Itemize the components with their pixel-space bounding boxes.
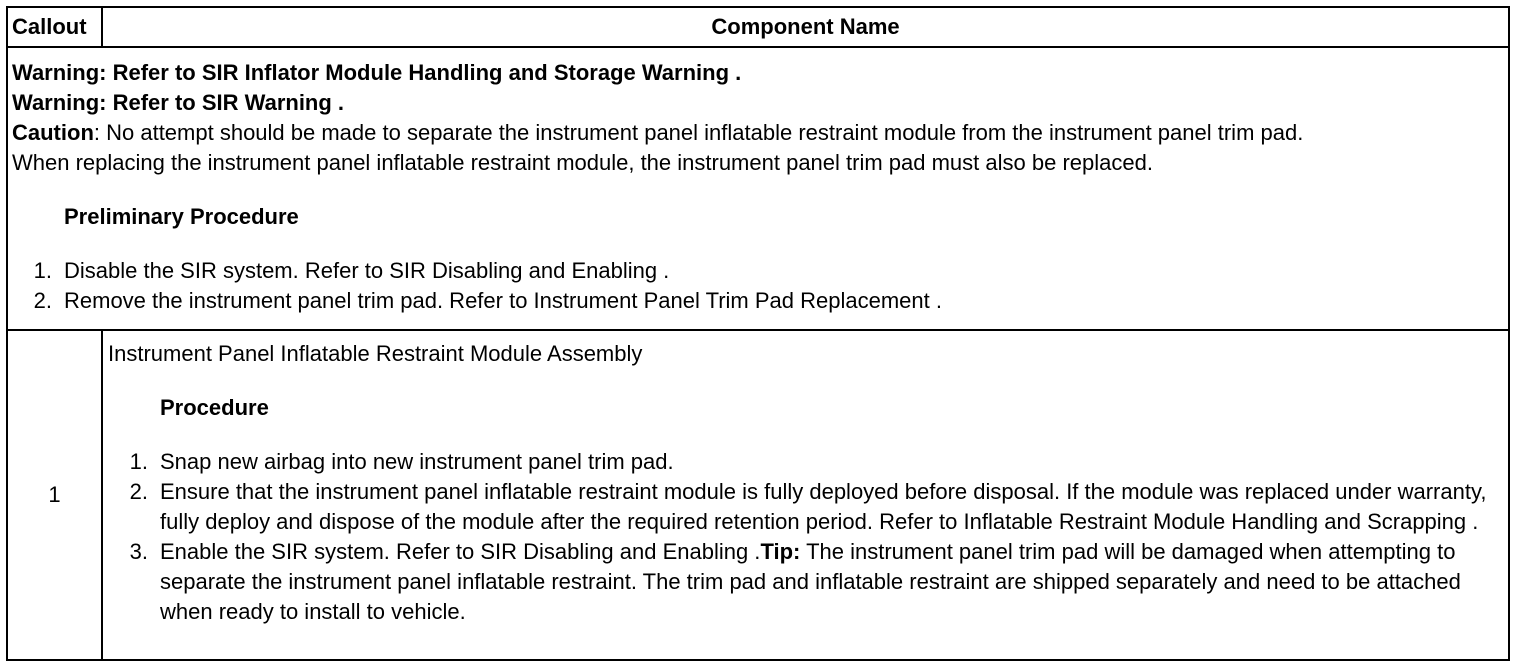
list-item bbox=[108, 477, 1504, 537]
procedure-steps bbox=[108, 447, 1504, 627]
warning-line-1 bbox=[12, 58, 1504, 88]
warning-line-2 bbox=[12, 88, 1504, 118]
warning-label: Warning: bbox=[12, 60, 107, 85]
step-text: Ensure that the instrument panel inflatable restraint module is fully deployed before disposal. If the module was replaced under warranty, fully deploy and dispose of the module after the required retention period. Refer to Inflatable Restraint Module Handling and Scrapping . bbox=[160, 479, 1487, 534]
list-item bbox=[108, 537, 1504, 627]
step-text: Disable the SIR system. Refer to SIR Disabling and Enabling . bbox=[64, 258, 670, 283]
procedure-title: Procedure bbox=[160, 395, 269, 420]
component-cell bbox=[102, 330, 1509, 660]
caution-label: Caution bbox=[12, 120, 94, 145]
step-text: Snap new airbag into new instrument panel trim pad. bbox=[160, 449, 674, 474]
component-table bbox=[6, 6, 1510, 661]
step-number: 2. bbox=[129, 479, 148, 504]
step-number: 3. bbox=[129, 539, 148, 564]
tip-text: The instrument panel trim pad will be damaged when attempting to separate the instrument panel inflatable restraint. The trim pad and inflatable restraint are shipped separately and need to be attached when ready to install to vehicle. bbox=[160, 539, 1461, 624]
table-row bbox=[7, 330, 1509, 660]
header-row bbox=[7, 7, 1509, 47]
caution-text: : No attempt should be made to separate the instrument panel inflatable restraint module from the instrument panel trim pad. bbox=[93, 120, 1304, 145]
general-notes-cell bbox=[7, 47, 1509, 330]
list-item bbox=[12, 286, 1504, 316]
caution-line-2: When replacing the instrument panel inflatable restraint module, the instrument panel trim pad must also be replaced. bbox=[12, 150, 1153, 175]
warning-label: Warning: bbox=[12, 90, 107, 115]
list-item bbox=[108, 447, 1504, 477]
step-number: 1. bbox=[33, 258, 52, 283]
list-item bbox=[12, 256, 1504, 286]
callout-number: 1 bbox=[7, 330, 102, 660]
tip-label: Tip: bbox=[760, 539, 801, 564]
component-name-header: Component Name bbox=[102, 7, 1509, 47]
callout-header: Callout bbox=[7, 7, 102, 47]
warning-text: Refer to SIR Warning . bbox=[106, 90, 345, 115]
step-text: Remove the instrument panel trim pad. Refer to Instrument Panel Trim Pad Replacement . bbox=[64, 288, 942, 313]
step-text: Enable the SIR system. Refer to SIR Disabling and Enabling . bbox=[160, 539, 761, 564]
warning-text: Refer to SIR Inflator Module Handling and Storage Warning . bbox=[106, 60, 742, 85]
preliminary-steps bbox=[12, 256, 1504, 316]
component-name: Instrument Panel Inflatable Restraint Module Assembly bbox=[108, 341, 643, 366]
step-number: 1. bbox=[129, 449, 148, 474]
preliminary-procedure-title: Preliminary Procedure bbox=[64, 204, 299, 229]
caution-line bbox=[12, 118, 1504, 148]
step-number: 2. bbox=[33, 288, 52, 313]
general-notes-row bbox=[7, 47, 1509, 330]
